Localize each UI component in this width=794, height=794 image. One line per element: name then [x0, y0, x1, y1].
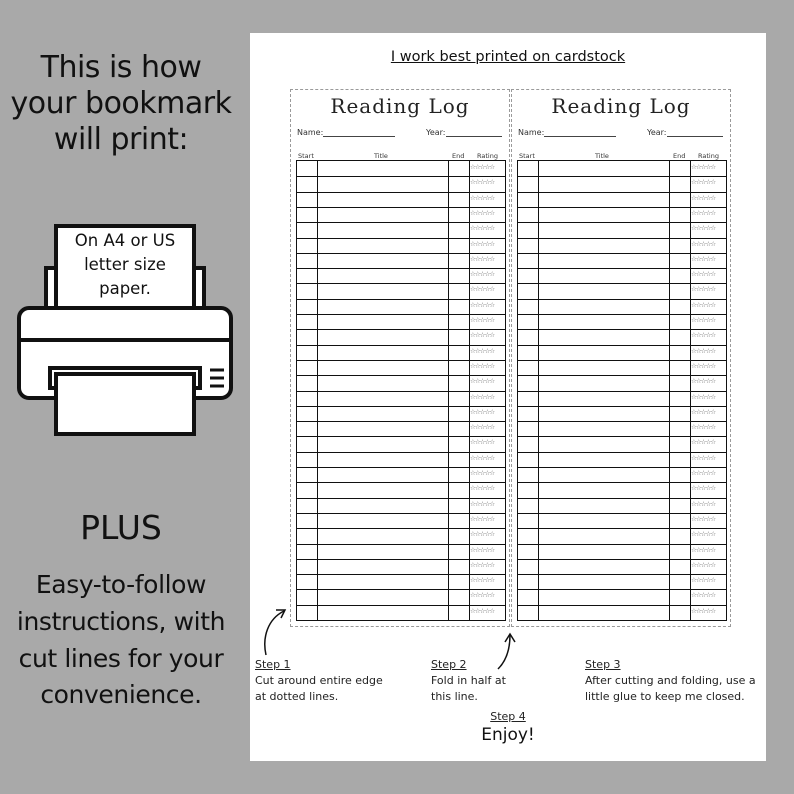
- rating-stars-icon: ☆☆☆☆☆: [470, 347, 495, 355]
- rating-stars-icon: ☆☆☆☆☆: [691, 301, 716, 309]
- cardstock-note: I work best printed on cardstock: [390, 49, 626, 65]
- table-row: [297, 299, 505, 300]
- rating-stars-icon: ☆☆☆☆☆: [691, 271, 716, 278]
- rating-stars-icon: ☆☆☆☆☆: [470, 607, 495, 615]
- enjoy-text: Enjoy!: [481, 725, 535, 745]
- table-row: [297, 238, 505, 239]
- step-label: Step 1: [255, 658, 291, 671]
- table-row: [297, 544, 505, 545]
- table-row: [518, 589, 726, 590]
- instructions-text: Easy-to-follow instructions, with cut lines for your convenience.: [16, 570, 226, 710]
- arrow-step1-icon: [260, 605, 290, 659]
- col-start-header: Start: [298, 152, 314, 160]
- table-row: [297, 283, 505, 284]
- rating-stars-icon: ☆☆☆☆☆: [691, 592, 716, 599]
- table-row: [297, 345, 505, 346]
- step-text: Cut around entire edge at dotted lines.: [255, 673, 383, 703]
- rating-stars-icon: ☆☆☆☆☆: [470, 164, 495, 171]
- bookmark-left: [290, 89, 510, 627]
- table-row: [297, 559, 505, 560]
- rating-stars-icon: ☆☆☆☆☆: [691, 255, 716, 263]
- table-row: [297, 498, 505, 499]
- col-title-header: Title: [595, 152, 609, 160]
- rating-stars-icon: ☆☆☆☆☆: [470, 286, 495, 293]
- rating-stars-icon: ☆☆☆☆☆: [691, 393, 716, 400]
- rating-stars-icon: ☆☆☆☆☆: [470, 531, 495, 538]
- table-row: [518, 406, 726, 407]
- table-row: [518, 222, 726, 223]
- rating-stars-icon: ☆☆☆☆☆: [691, 332, 716, 339]
- table-row: [518, 391, 726, 392]
- table-row: [297, 222, 505, 223]
- rating-stars-icon: ☆☆☆☆☆: [691, 500, 716, 508]
- rating-stars-icon: ☆☆☆☆☆: [470, 515, 495, 523]
- col-start-header: Start: [519, 152, 535, 160]
- log-table: [296, 160, 506, 621]
- table-row: [297, 375, 505, 376]
- table-row: [518, 513, 726, 514]
- table-row: [297, 329, 505, 330]
- year-field: Year:: [426, 128, 502, 137]
- rating-stars-icon: ☆☆☆☆☆: [691, 577, 716, 584]
- rating-stars-icon: ☆☆☆☆☆: [691, 378, 716, 385]
- rating-stars-icon: ☆☆☆☆☆: [470, 470, 495, 477]
- rating-stars-icon: ☆☆☆☆☆: [691, 362, 716, 370]
- table-row: [518, 467, 726, 468]
- rating-stars-icon: ☆☆☆☆☆: [691, 454, 716, 462]
- plus-heading: PLUS: [80, 508, 162, 547]
- table-row: [518, 498, 726, 499]
- table-row: [518, 528, 726, 529]
- table-row: [518, 314, 726, 315]
- table-row: [518, 375, 726, 376]
- rating-stars-icon: ☆☆☆☆☆: [470, 240, 495, 247]
- table-row: [297, 268, 505, 269]
- table-row: [297, 605, 505, 606]
- rating-stars-icon: ☆☆☆☆☆: [691, 194, 716, 202]
- step-1: [255, 657, 385, 705]
- rating-stars-icon: ☆☆☆☆☆: [470, 454, 495, 462]
- table-row: [518, 436, 726, 437]
- rating-stars-icon: ☆☆☆☆☆: [470, 561, 495, 569]
- rating-stars-icon: ☆☆☆☆☆: [691, 561, 716, 569]
- rating-stars-icon: ☆☆☆☆☆: [470, 271, 495, 278]
- rating-stars-icon: ☆☆☆☆☆: [470, 194, 495, 202]
- step-4-label: Step 4: [490, 710, 526, 723]
- rating-stars-icon: ☆☆☆☆☆: [470, 546, 495, 553]
- rating-stars-icon: ☆☆☆☆☆: [691, 225, 716, 232]
- table-row: [297, 436, 505, 437]
- table-row: [518, 176, 726, 177]
- table-row: [518, 605, 726, 606]
- rating-stars-icon: ☆☆☆☆☆: [691, 317, 716, 324]
- table-row: [297, 253, 505, 254]
- rating-stars-icon: ☆☆☆☆☆: [691, 240, 716, 247]
- table-row: [297, 406, 505, 407]
- step-3: [585, 657, 761, 705]
- rating-stars-icon: ☆☆☆☆☆: [691, 515, 716, 523]
- table-row: [518, 421, 726, 422]
- rating-stars-icon: ☆☆☆☆☆: [470, 592, 495, 599]
- rating-stars-icon: ☆☆☆☆☆: [470, 408, 495, 416]
- table-row: [518, 360, 726, 361]
- table-row: [297, 467, 505, 468]
- rating-stars-icon: ☆☆☆☆☆: [691, 424, 716, 431]
- table-row: [297, 452, 505, 453]
- rating-stars-icon: ☆☆☆☆☆: [470, 424, 495, 431]
- table-row: [297, 589, 505, 590]
- table-row: [518, 238, 726, 239]
- name-field: Name:: [518, 128, 616, 137]
- rating-stars-icon: ☆☆☆☆☆: [691, 164, 716, 171]
- bookmark-right: [511, 89, 731, 627]
- step-2: [431, 657, 521, 705]
- rating-stars-icon: ☆☆☆☆☆: [470, 332, 495, 339]
- rating-stars-icon: ☆☆☆☆☆: [691, 347, 716, 355]
- rating-stars-icon: ☆☆☆☆☆: [470, 439, 495, 446]
- step-text: Fold in half at this line.: [431, 673, 506, 703]
- table-row: [297, 513, 505, 514]
- step-label: Step 3: [585, 658, 621, 671]
- rating-stars-icon: ☆☆☆☆☆: [470, 500, 495, 508]
- paper-size-label: On A4 or US letter size paper.: [74, 231, 176, 298]
- rating-stars-icon: ☆☆☆☆☆: [470, 317, 495, 324]
- year-field: Year:: [647, 128, 723, 137]
- table-row: [518, 345, 726, 346]
- rating-stars-icon: ☆☆☆☆☆: [470, 179, 495, 186]
- col-end-header: End: [673, 152, 686, 160]
- col-title-header: Title: [374, 152, 388, 160]
- rating-stars-icon: ☆☆☆☆☆: [470, 209, 495, 217]
- rating-stars-icon: ☆☆☆☆☆: [470, 362, 495, 370]
- name-field: Name:: [297, 128, 395, 137]
- rating-stars-icon: ☆☆☆☆☆: [691, 470, 716, 477]
- col-rating-header: Rating: [698, 152, 719, 160]
- table-row: [518, 283, 726, 284]
- rating-stars-icon: ☆☆☆☆☆: [691, 546, 716, 553]
- rating-stars-icon: ☆☆☆☆☆: [691, 408, 716, 416]
- rating-stars-icon: ☆☆☆☆☆: [470, 301, 495, 309]
- rating-stars-icon: ☆☆☆☆☆: [470, 378, 495, 385]
- rating-stars-icon: ☆☆☆☆☆: [470, 485, 495, 492]
- table-row: [518, 299, 726, 300]
- table-row: [297, 314, 505, 315]
- table-row: [518, 452, 726, 453]
- rating-stars-icon: ☆☆☆☆☆: [470, 225, 495, 232]
- table-row: [518, 559, 726, 560]
- table-row: [518, 268, 726, 269]
- headline: This is how your bookmark will print:: [10, 50, 232, 157]
- printable-sheet: [250, 33, 766, 761]
- table-row: [518, 544, 726, 545]
- step-text: After cutting and folding, use a little glue to keep me closed.: [585, 673, 756, 703]
- rating-stars-icon: ☆☆☆☆☆: [691, 531, 716, 538]
- table-row: [297, 528, 505, 529]
- rating-stars-icon: ☆☆☆☆☆: [470, 393, 495, 400]
- table-row: [518, 192, 726, 193]
- table-row: [297, 482, 505, 483]
- rating-stars-icon: ☆☆☆☆☆: [691, 286, 716, 293]
- rating-stars-icon: ☆☆☆☆☆: [691, 607, 716, 615]
- table-row: [518, 574, 726, 575]
- table-row: [518, 207, 726, 208]
- rating-stars-icon: ☆☆☆☆☆: [691, 179, 716, 186]
- table-row: [297, 574, 505, 575]
- col-rating-header: Rating: [477, 152, 498, 160]
- log-table: [517, 160, 727, 621]
- table-row: [297, 421, 505, 422]
- rating-stars-icon: ☆☆☆☆☆: [470, 577, 495, 584]
- step-label: Step 2: [431, 658, 467, 671]
- table-row: [297, 391, 505, 392]
- table-row: [518, 482, 726, 483]
- table-row: [297, 192, 505, 193]
- rating-stars-icon: ☆☆☆☆☆: [691, 209, 716, 217]
- rating-stars-icon: ☆☆☆☆☆: [691, 485, 716, 492]
- rating-stars-icon: ☆☆☆☆☆: [470, 255, 495, 263]
- table-row: [518, 253, 726, 254]
- bookmark-title: Reading Log: [330, 94, 470, 118]
- rating-stars-icon: ☆☆☆☆☆: [691, 439, 716, 446]
- table-row: [297, 207, 505, 208]
- table-row: [297, 360, 505, 361]
- col-end-header: End: [452, 152, 465, 160]
- bookmark-title: Reading Log: [551, 94, 691, 118]
- table-row: [518, 329, 726, 330]
- table-row: [297, 176, 505, 177]
